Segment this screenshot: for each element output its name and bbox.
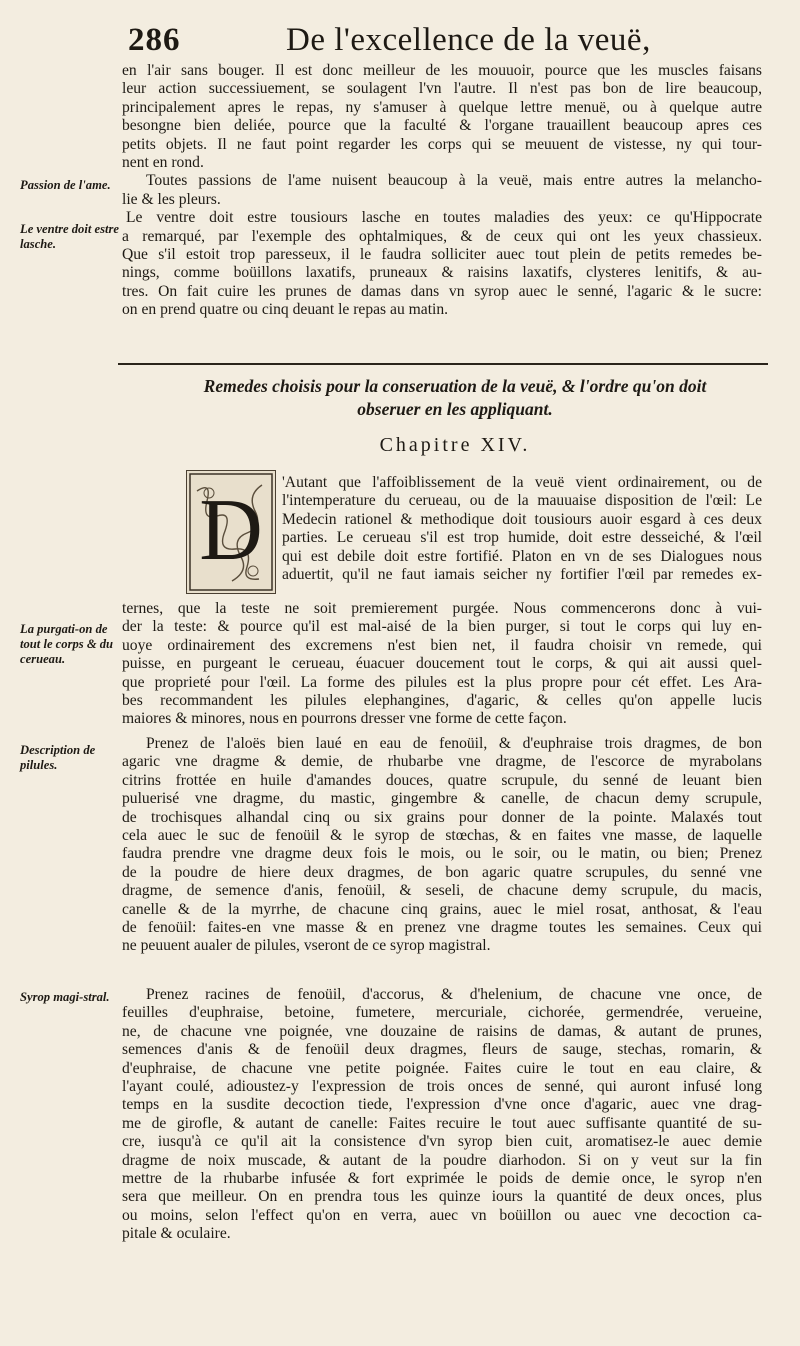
text-line: ternes, que la teste ne soit premierement purgée. Nous commencerons donc à vui- <box>122 600 762 617</box>
text-line: ne peuuent aualer de pilules, vseront de ce syrop magistral. <box>122 937 491 955</box>
running-title: De l'excellence de la veuë, <box>286 22 651 58</box>
section-heading-line1: Remedes choisis pour la conseruation de la veuë, & l'ordre qu'on doit <box>203 376 707 396</box>
chapter-text-full <box>122 600 762 729</box>
initial-ornament-graphic <box>187 471 275 593</box>
text-line: uoye ordinairement des excremens n'est bien net, il faudra choisir vn remede, qui <box>122 636 762 654</box>
section-rule <box>118 363 768 365</box>
section-heading-line2: obseruer en les appliquant. <box>357 399 553 419</box>
text-line: tres. On fait cuire les prunes de damas dans vn syrop auec le senné, l'agaric & le sucre: <box>122 282 762 300</box>
text-line: aduertit, qu'il ne faut iamais seicher ny fortifier l'œil par remedes ex- <box>282 566 762 584</box>
text-line: Toutes passions de l'ame nuisent beaucoup à la veuë, mais entre autres la melancho- <box>146 172 762 190</box>
text-line: maiores & minores, nous en pourrons dresser vne forme de cette façon. <box>122 710 567 728</box>
text-line: feuilles d'euphraise, betoine, fumetere, mercuriale, cichorée, germendrée, verueine, <box>122 1004 762 1022</box>
text-line: cre, iusqu'à ce qu'il ait la consistence d'vn syrop bien cuit, aromatisez-le auec demie <box>122 1133 762 1151</box>
text-line: Prenez de l'aloës bien laué en eau de fenoüil, & d'euphraise trois dragmes, de bon <box>146 735 762 752</box>
text-line: que proprieté pour l'œil. La forme des pilules est la plus propre pour cét effet. Les Ara- <box>122 673 762 691</box>
text-line: Medecin rationel & methodique doit tousiours auoir esgard à ces deux <box>282 510 762 528</box>
text-line: Le ventre doit estre tousiours lasche en toutes maladies des yeux: ce qu'Hippocrate <box>126 209 762 227</box>
text-line: faudra prendre vne dragme deux fois le mois, ou le soir, ou le matin, ou bien; Prenez <box>122 845 762 863</box>
text-line: mettre de la rhubarbe infusée & fort exprimée le poids de demie once, le syrop n'en <box>122 1170 762 1188</box>
text-line: me de girofle, & autant de canelle: Faites recuire le tout auec suffisante quantité de su- <box>122 1114 762 1132</box>
text-line: a remarqué, par l'exemple des ophtalmiques, & de ceux qui ont les yeux chassieux. <box>122 227 762 245</box>
text-line: on en prend quatre ou cinq deuant le repas au matin. <box>122 301 449 319</box>
text-line: ne, de chacune vne poignée, vne douzaine de raisins de damas, & autant de prunes, <box>122 1022 762 1040</box>
text-line: ou moins, selon l'effect qu'on en verra, auec vn boüillon ou auec vne decoction ca- <box>122 1206 762 1224</box>
page-number: 286 <box>128 22 181 58</box>
text-line: de la poudre de hiere deux dragmes, de bon agaric quatre scrupules, du senné vne <box>122 863 762 881</box>
syrup-paragraph <box>122 986 762 1244</box>
text-line: puluerisé vne dragme, du mastic, gingembre & canelle, de chacun demy scrupule, <box>122 790 762 808</box>
text-line: pitale & oculaire. <box>122 1225 231 1243</box>
text-line: qui est debile doit estre fortifié. Platon en vn de ses Dialogues nous <box>282 547 762 565</box>
text-line: citrins frottée en huile d'amandes douces, quatre scrupule, du senné de leuant bien <box>122 771 762 789</box>
decorated-initial <box>186 470 276 594</box>
text-line: en l'air sans bouger. Il est donc meilleur de les mouuoir, pource que les muscles faisans <box>122 62 762 79</box>
chapter-title: Chapitre XIV. <box>379 434 531 456</box>
text-line: lie & les pleurs. <box>122 190 221 208</box>
margin-note-purgation: La purgati-on de tout le corps & du cerueau. <box>20 622 114 666</box>
text-line: puisse, en purgeant le cerueau, éuacuer doucement tout le corps, & qui ait aussi quel- <box>122 655 762 673</box>
text-line: temps en la susdite decoction tiede, l'expression d'vne once d'agaric, auec vne drag- <box>122 1096 762 1114</box>
text-line: 'Autant que l'affoiblissement de la veuë vient ordinairement, ou de <box>282 474 762 491</box>
text-line: agaric vne dragme & demie, de rhubarbe vne dragme, de l'escorce de myrabolans <box>122 753 762 771</box>
text-line: leur action successiuement, se soulagent l'vn l'autre. Il n'est pas bon de lire beaucoup, <box>122 80 762 98</box>
text-line: l'ayant coulé, adioustez-y l'expression de trois onces de senné, qui auront infusé long <box>122 1078 762 1096</box>
text-line: dragme de noix muscade, & autant de la poudre diarhodon. Si on y veut sur la fin <box>122 1151 762 1169</box>
text-line: dragme, de semence d'anis, fenoüil, & seseli, de chacune demy scrupule, du macis, <box>122 882 762 900</box>
text-line: Que s'il estoit trop paresseux, il le faudra solliciter auec tout plein de petits remedes be- <box>122 246 762 264</box>
text-line: l'intemperature du cerueau, ou de la mauuaise disposition de l'œil: Le <box>282 492 762 510</box>
text-line: petits objets. Il ne faut point regarder les corps qui se meuuent de vistesse, ny qui tour- <box>122 135 762 153</box>
margin-note-syrop: Syrop magi-stral. <box>20 990 110 1004</box>
text-line: Prenez racines de fenoüil, d'accorus, & d'helenium, de chacune vne once, de <box>146 986 762 1003</box>
top-paragraphs <box>122 62 762 320</box>
text-line: canelle & de la myrrhe, de chacune cinq grains, auec le miel rosat, anthosat, & l'eau <box>122 900 762 918</box>
text-line: cela auec le suc de fenoüil & le syrop de stœchas, & en faites vne masse, de laquelle <box>122 827 762 845</box>
page-header <box>128 18 768 64</box>
text-line: sera que meilleur. On en prendra tous les quinze iours la quantité de deux onces, plus <box>122 1188 762 1206</box>
text-line: besongne bien deliée, pource que la faculté & l'organe trauaillent beaucoup apres ces <box>122 117 762 135</box>
chapter-text-beside-initial <box>282 474 762 584</box>
text-line: nings, comme boüillons laxatifs, pruneaux & raisins laxatifs, clysteres lenitifs, & au- <box>122 264 762 282</box>
pills-paragraph <box>122 735 762 956</box>
text-line: de trochisques alhandal cinq ou six grains pour donner de la pointe. Malaxés tout <box>122 808 762 826</box>
text-line: semences d'anis & de fenoüil deux dragmes, fleurs de sauge, stechas, romarin, & <box>122 1041 762 1059</box>
margin-note-passion: Passion de l'ame. <box>20 178 111 192</box>
text-line: nent en rond. <box>122 154 204 172</box>
text-line: parties. Le cerueau s'il est trop humide, doit estre desseiché, & l'œil <box>282 529 762 547</box>
text-line: der la teste: & pource qu'il est mal-aisé de la bien purger, si tout le corps qui luy en- <box>122 618 762 636</box>
margin-note-description: Description de pilules. <box>20 743 96 772</box>
text-line: principalement apres le repas, ny s'amuser à quelque lettre menuë, ou à quelque autre <box>122 98 762 116</box>
initial-letter: D <box>199 482 263 579</box>
text-line: de fenoüil: faites-en vne masse & en prenez vne dragme toutes les semaines. Ceux qui <box>122 919 762 937</box>
margin-note-ventre: Le ventre doit estre lasche. <box>20 222 119 251</box>
text-line: d'euphraise, de chacune vne petite poignée. Faites cuire le tout en eau claire, & <box>122 1059 762 1077</box>
text-line: bes recommandent les pilules elephangines, d'agaric, & celles qu'on appelle lucis <box>122 692 762 710</box>
